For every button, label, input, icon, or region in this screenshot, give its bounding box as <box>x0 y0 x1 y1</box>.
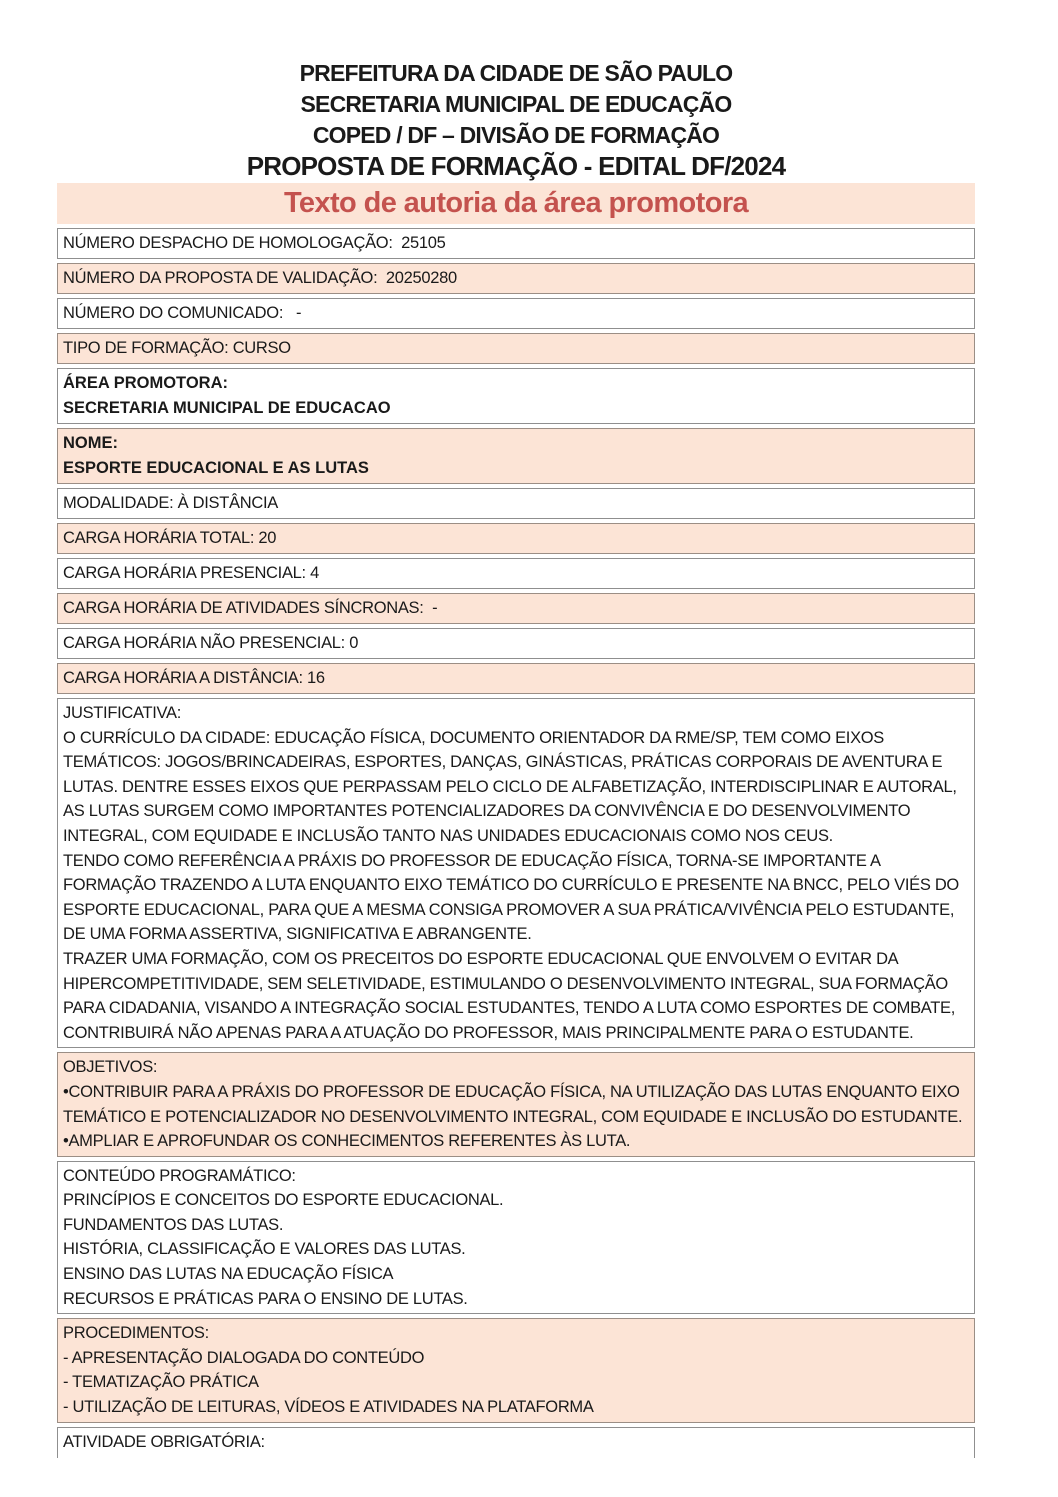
banner-text: Texto de autoria da área promotora <box>283 187 749 219</box>
field-numero-comunicado: NÚMERO DO COMUNICADO: - <box>63 304 302 322</box>
atividade-obrigatoria-label: ATIVIDADE OBRIGATÓRIA: <box>63 1432 265 1451</box>
procedimentos-item-2: - TEMATIZAÇÃO PRÁTICA <box>63 1373 259 1392</box>
row-carga-horaria-presencial <box>57 558 975 589</box>
field-carga-total: CARGA HORÁRIA TOTAL: 20 <box>63 529 277 547</box>
row-area-promotora <box>57 368 975 424</box>
row-justificativa <box>57 698 975 1048</box>
conteudo-item-3: HISTÓRIA, CLASSIFICAÇÃO E VALORES DAS LUTAS. <box>63 1240 466 1259</box>
document-header <box>57 0 975 182</box>
row-atividade-obrigatoria <box>57 1427 975 1458</box>
conteudo-item-5: RECURSOS E PRÁTICAS PARA O ENSINO DE LUTAS. <box>63 1289 468 1308</box>
procedimentos-label: PROCEDIMENTOS: <box>63 1324 209 1343</box>
field-nome-value: ESPORTE EDUCACIONAL E AS LUTAS <box>63 459 369 477</box>
conteudo-label: CONTEÚDO PROGRAMÁTICO: <box>63 1166 296 1185</box>
banner-texto-autoria <box>57 183 975 224</box>
field-tipo-formacao: TIPO DE FORMAÇÃO: CURSO <box>63 339 291 357</box>
objetivos-item-1: •CONTRIBUIR PARA A PRÁXIS DO PROFESSOR DE EDUCAÇÃO FÍSICA, NA UTILIZAÇÃO DAS LUTAS ENQUANTO EIXO TEMÁTICO E POTENCIALIZADOR NO DESENVOLVIMENTO INTEGRAL, COM EQUIDADE E INCLUSÃO DO ESTUDANTE. <box>63 1082 964 1126</box>
field-carga-distancia: CARGA HORÁRIA A DISTÂNCIA: 16 <box>63 669 325 687</box>
justificativa-label: JUSTIFICATIVA: <box>63 704 182 722</box>
row-objetivos <box>57 1052 975 1156</box>
header-line-secretaria: SECRETARIA MUNICIPAL DE EDUCAÇÃO <box>300 91 732 117</box>
justificativa-paragraph-1: O CURRÍCULO DA CIDADE: EDUCAÇÃO FÍSICA, DOCUMENTO ORIENTADOR DA RME/SP, TEM COMO EIXOS TEMÁTICOS: JOGOS/BRINCADEIRAS, ESPORTES, DANÇAS, GINÁSTICAS, PRÁTICAS CORPORAIS DE AVENTURA E LUTAS. DENTRE ESSES EIXOS QUE PERPASSAM PELO CICLO DE ALFABETIZAÇÃO, INTERDISCIPLINAR E AUTORAL, AS LUTAS SURGEM COMO IMPORTANTES POTENCIALIZADORES DA CONVIVÊNCIA E DO DESENVOLVIMENTO INTEGRAL, COM EQUIDADE E INCLUSÃO TANTO NAS UNIDADES EDUCACIONAIS COMO NOS CEUS. <box>63 728 960 845</box>
row-carga-horaria-total <box>57 523 975 554</box>
header-line-proposta: PROPOSTA DE FORMAÇÃO - EDITAL DF/2024 <box>246 151 786 181</box>
row-numero-despacho-homologacao <box>57 228 975 259</box>
objetivos-item-2: •AMPLIAR E APROFUNDAR OS CONHECIMENTOS REFERENTES ÀS LUTA. <box>63 1132 631 1151</box>
field-carga-nao-presencial: CARGA HORÁRIA NÃO PRESENCIAL: 0 <box>63 634 359 652</box>
field-nome-label: NOME: <box>63 434 118 452</box>
procedimentos-item-3: - UTILIZAÇÃO DE LEITURAS, VÍDEOS E ATIVIDADES NA PLATAFORMA <box>63 1398 594 1417</box>
row-tipo-formacao <box>57 333 975 364</box>
field-area-promotora-value: SECRETARIA MUNICIPAL DE EDUCACAO <box>63 399 391 417</box>
justificativa-paragraph-2: TENDO COMO REFERÊNCIA A PRÁXIS DO PROFESSOR DE EDUCAÇÃO FÍSICA, TORNA-SE IMPORTANTE A FORMAÇÃO TRAZENDO A LUTA ENQUANTO EIXO TEMÁTICO DO CURRÍCULO E PRESENTE NA BNCC, PELO VIÉS DO ESPORTE EDUCACIONAL, PARA QUE A MESMA CONSIGA PROMOVER A SUA PRÁTICA/VIVÊNCIA PELO ESTUDANTE, DE UMA FORMA ASSERTIVA, SIGNIFICATIVA E ABRANGENTE. <box>63 851 964 944</box>
row-numero-comunicado <box>57 298 975 329</box>
row-nome <box>57 428 975 484</box>
field-numero-despacho: NÚMERO DESPACHO DE HOMOLOGAÇÃO: 25105 <box>63 234 446 252</box>
conteudo-item-2: FUNDAMENTOS DAS LUTAS. <box>63 1215 284 1234</box>
form-table <box>57 228 975 1458</box>
justificativa-paragraph-3: TRAZER UMA FORMAÇÃO, COM OS PRECEITOS DO ESPORTE EDUCACIONAL QUE ENVOLVEM O EVITAR DA HIPERCOMPETITIVIDADE, SEM SELETIVIDADE, ESTIMULANDO O DESENVOLVIMENTO INTEGRAL, SUA FORMAÇÃO PARA CIDADANIA, VISANDO A INTEGRAÇÃO SOCIAL ESTUDANTES, TENDO A LUTA COMO ESPORTES DE COMBATE, CONTRIBUIRÁ NÃO APENAS PARA A ATUAÇÃO DO PROFESSOR, MAIS PRINCIPALMENTE PARA O ESTUDANTE. <box>63 949 960 1042</box>
conteudo-item-1: PRINCÍPIOS E CONCEITOS DO ESPORTE EDUCACIONAL. <box>63 1191 504 1210</box>
row-numero-proposta-validacao <box>57 263 975 294</box>
procedimentos-item-1: - APRESENTAÇÃO DIALOGADA DO CONTEÚDO <box>63 1348 425 1367</box>
field-area-promotora-label: ÁREA PROMOTORA: <box>63 374 228 392</box>
field-carga-presencial: CARGA HORÁRIA PRESENCIAL: 4 <box>63 564 319 582</box>
conteudo-item-4: ENSINO DAS LUTAS NA EDUCAÇÃO FÍSICA <box>63 1265 394 1284</box>
row-conteudo-programatico <box>57 1161 975 1315</box>
header-line-prefeitura: PREFEITURA DA CIDADE DE SÃO PAULO <box>299 60 733 86</box>
row-carga-horaria-sincronas <box>57 593 975 624</box>
document-page <box>57 0 975 1458</box>
field-numero-proposta: NÚMERO DA PROPOSTA DE VALIDAÇÃO: 20250280 <box>63 269 457 287</box>
objetivos-label: OBJETIVOS: <box>63 1058 158 1077</box>
row-procedimentos <box>57 1318 975 1422</box>
row-modalidade <box>57 488 975 519</box>
row-carga-horaria-nao-presencial <box>57 628 975 659</box>
field-carga-sincronas: CARGA HORÁRIA DE ATIVIDADES SÍNCRONAS: - <box>63 599 438 617</box>
header-line-coped: COPED / DF – DIVISÃO DE FORMAÇÃO <box>312 122 720 148</box>
field-modalidade: MODALIDADE: À DISTÂNCIA <box>63 494 278 512</box>
row-carga-horaria-distancia <box>57 663 975 694</box>
